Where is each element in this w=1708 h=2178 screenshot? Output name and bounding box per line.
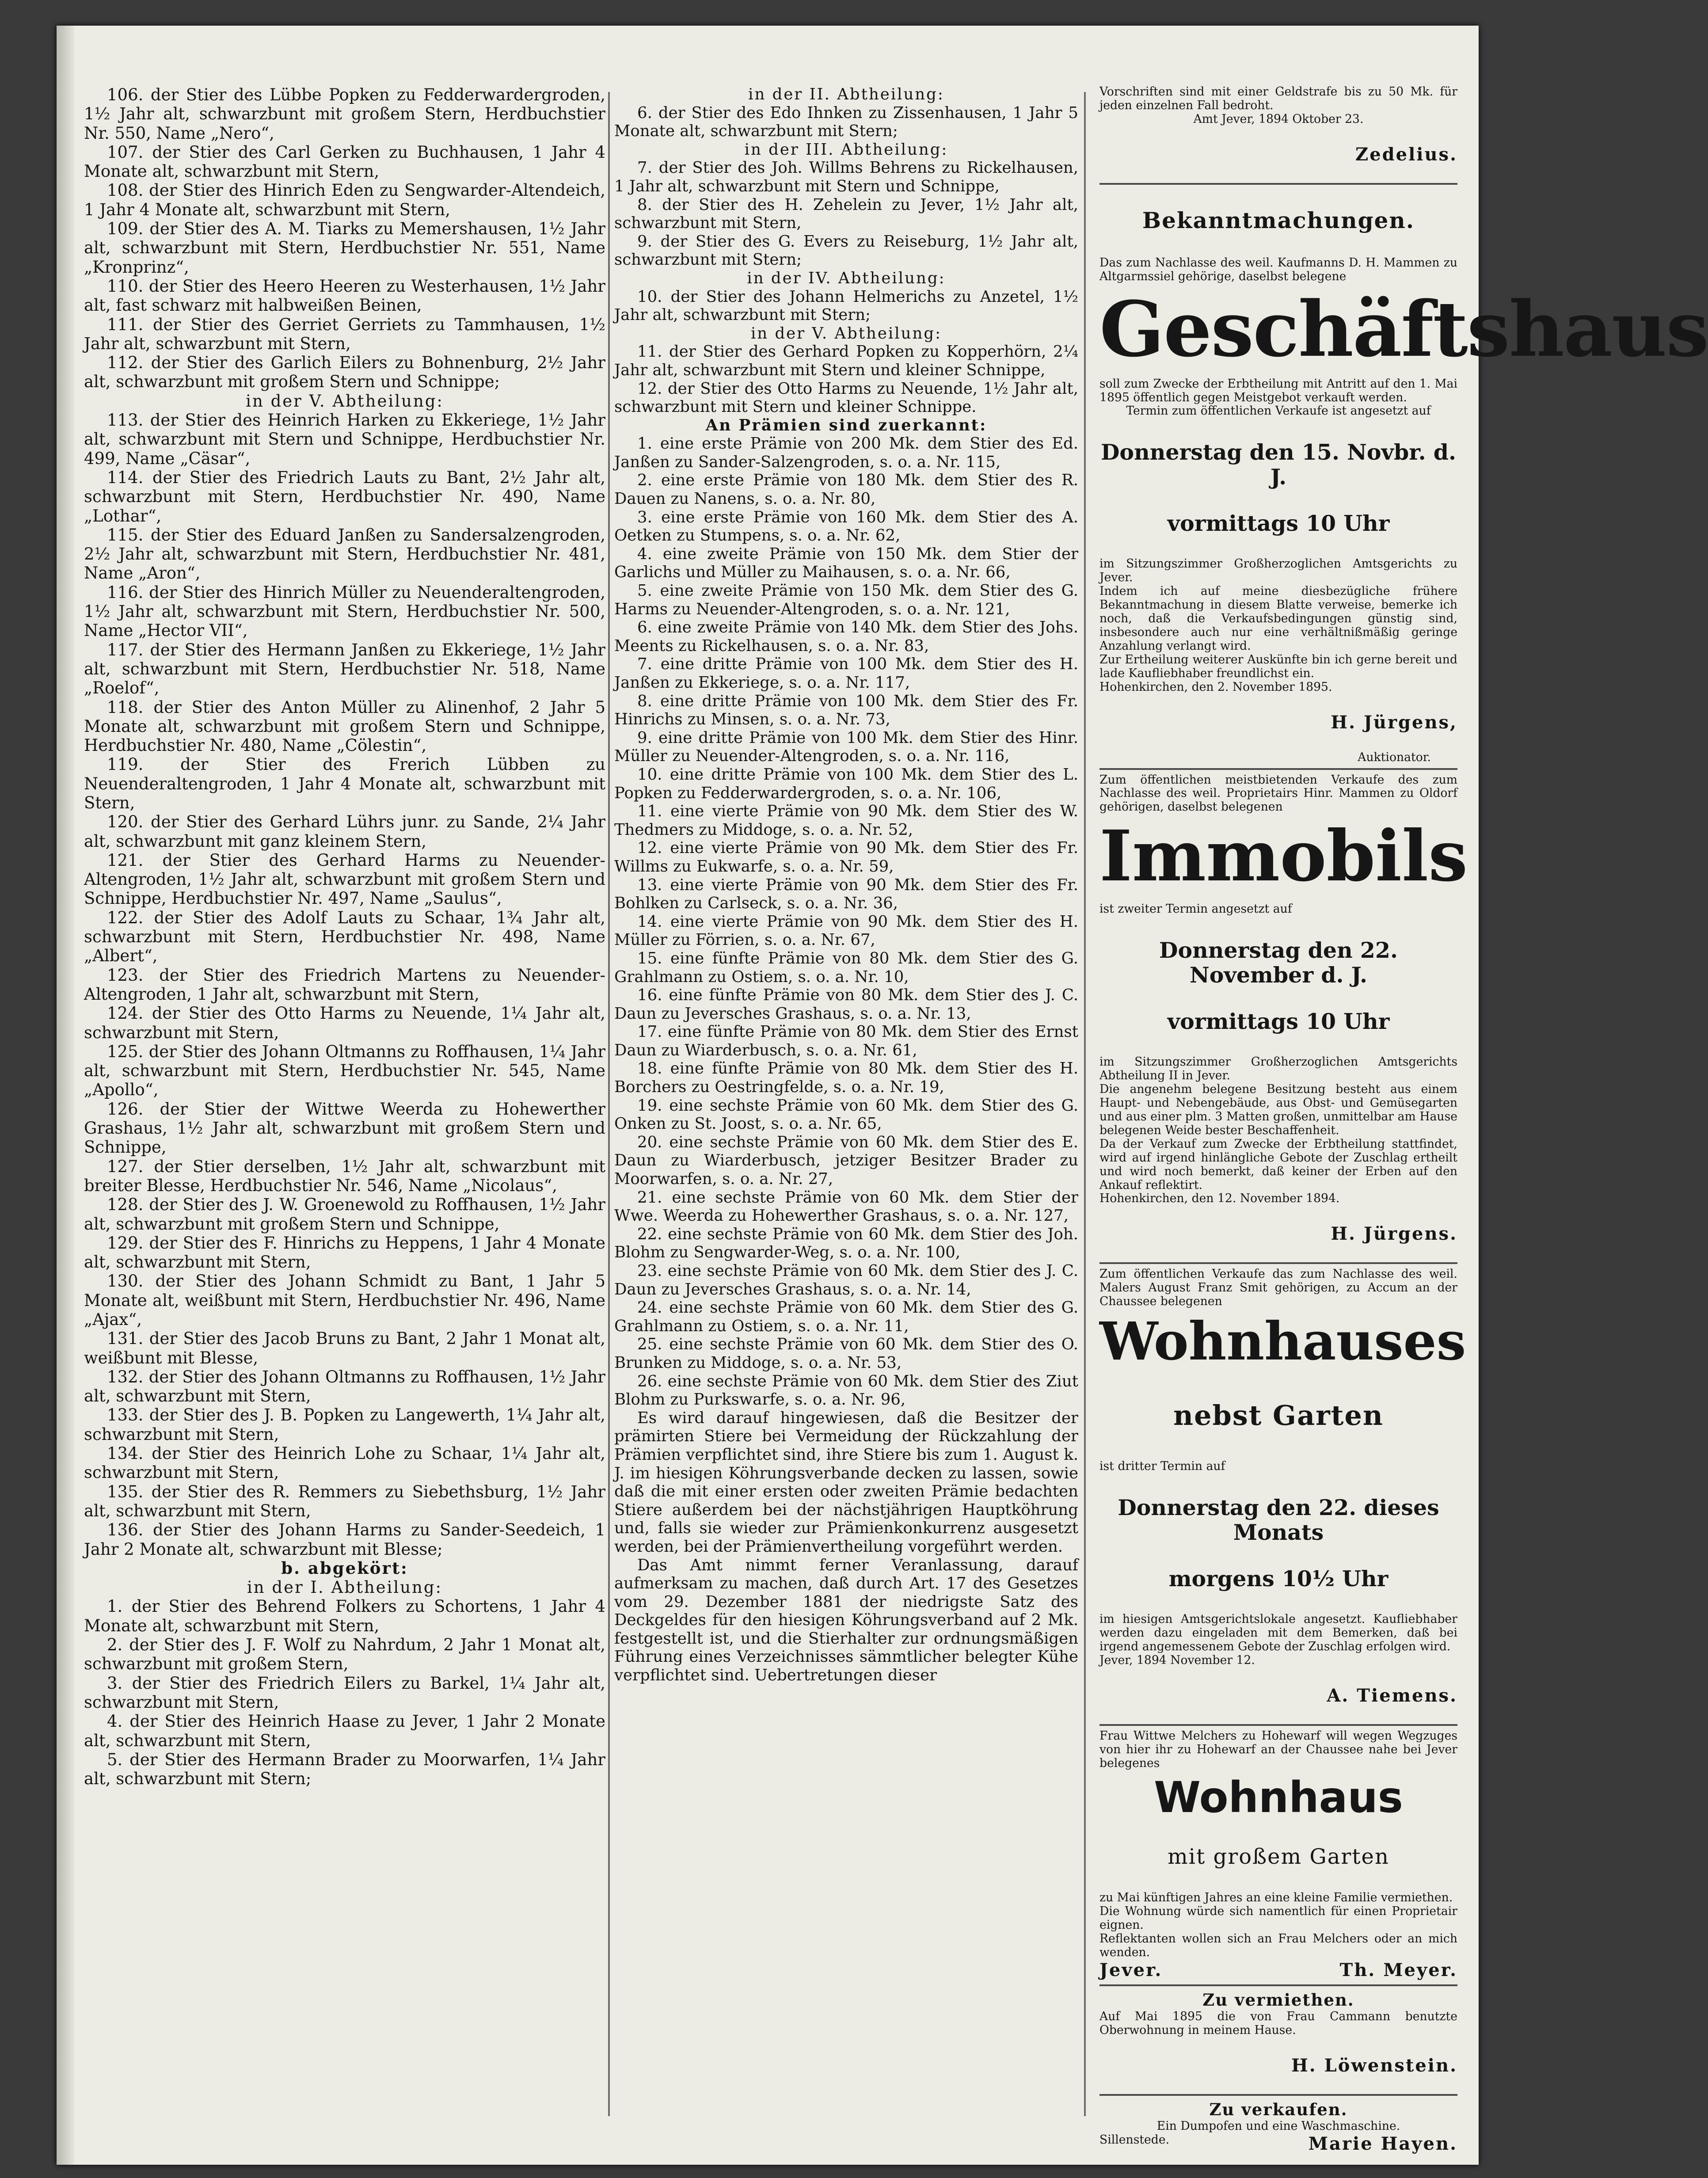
ad-body: Die Wohnung würde sich namentlich für einen Proprietair eignen.	[1099, 1904, 1457, 1932]
ad-body: Indem ich auf meine diesbezügliche frühere Bekanntmachung in diesem Blatte verweise, bemerke ich noch, daß die Verkaufsbedingungen günstig sind, insbesondere auch nur eine verhältnißmäßig geringe Anzahlung verlangt wird.	[1099, 584, 1457, 653]
list-item: 6. der Stier des Edo Ihnken zu Zissenhausen, 1 Jahr 5 Monate alt, schwarzbunt mit Stern;	[614, 103, 1078, 141]
list-item: 3. der Stier des Friedrich Eilers zu Barkel, 1¼ Jahr alt, schwarzbunt mit Stern,	[84, 1673, 605, 1712]
column-right-ads	[1099, 85, 1708, 2155]
list-item: 8. der Stier des H. Zehelein zu Jever, 1½ Jahr alt, schwarzbunt mit Stern,	[614, 195, 1078, 232]
ad-body: Ein Dumpofen und eine Waschmaschine.	[1156, 2119, 1400, 2133]
ad-zu-vermiethen	[1099, 1990, 1457, 2076]
ad-zu-verkaufen	[1099, 2099, 1457, 2155]
ad-signature: H. Jürgens,	[1331, 712, 1457, 733]
list-item: 124. der Stier des Otto Harms zu Neuende, 1¼ Jahr alt, schwarzbunt mit Stern,	[84, 1004, 605, 1042]
list-item: 23. eine sechste Prämie von 60 Mk. dem Stier des J. C. Daun zu Jeversches Grashaus, s. o. a. Nr. 14,	[614, 1262, 1078, 1298]
ad-divider	[1099, 1262, 1457, 1264]
section-heading: Bekanntmachungen.	[1142, 207, 1415, 233]
ad-divider	[1099, 1724, 1457, 1726]
ad-divider	[1099, 768, 1457, 770]
list-item: 21. eine sechste Prämie von 60 Mk. dem Stier der Wwe. Weerda zu Hohewerther Grashaus, s. o. a. Nr. 127,	[614, 1188, 1078, 1225]
notice-signature: Zedelius.	[1355, 144, 1457, 165]
column-rule	[608, 92, 610, 2116]
list-item: 24. eine sechste Prämie von 60 Mk. dem Stier des G. Grahlmann zu Ostiem, s. o. a. Nr. 11,	[614, 1298, 1078, 1335]
ad-signature: Marie Hayen.	[1308, 2133, 1457, 2154]
list-item: 127. der Stier derselben, 1½ Jahr alt, schwarzbunt mit breiter Blesse, Herdbuchstier Nr. 546, Name „Nicolaus“,	[84, 1157, 605, 1195]
list-item: 125. der Stier des Johann Oltmanns zu Roffhausen, 1¼ Jahr alt, schwarzbunt mit Stern, Herdbuchstier Nr. 545, Name „Apollo“,	[84, 1042, 605, 1100]
section-heading: An Prämien sind zuerkannt:	[705, 416, 987, 434]
list-item: 128. der Stier des J. W. Groenewold zu Roffhausen, 1½ Jahr alt, schwarzbunt mit großem Stern und Schnippe,	[84, 1195, 605, 1234]
ad-place-date: Hohenkirchen, den 2. November 1895.	[1099, 680, 1332, 694]
list-item: 26. eine sechste Prämie von 60 Mk. dem Stier des Ziut Blohm zu Purkswarfe, s. o. a. Nr. 96,	[614, 1372, 1078, 1409]
list-item: 20. eine sechste Prämie von 60 Mk. dem Stier des E. Daun zu Wiarderbusch, jetziger Besitzer Brader zu Moorwarfen, s. o. a. Nr. 27,	[614, 1133, 1078, 1188]
list-item: 115. der Stier des Eduard Janßen zu Sandersalzengroden, 2½ Jahr alt, schwarzbunt mit Stern, Herdbuchstier Nr. 481, Name „Aron“,	[84, 525, 605, 583]
list-item: 5. eine zweite Prämie von 150 Mk. dem Stier des G. Harms zu Neuender-Altengroden, s. o. a. Nr. 121,	[614, 582, 1078, 618]
list-item: 1. eine erste Prämie von 200 Mk. dem Stier des Ed. Janßen zu Sander-Salzengroden, s. o. a. Nr. 115,	[614, 434, 1078, 471]
list-item: 117. der Stier des Hermann Janßen zu Ekkeriege, 1½ Jahr alt, schwarzbunt mit Stern, Herdbuchstier Nr. 518, Name „Roelof“,	[84, 640, 605, 698]
list-item: 22. eine sechste Prämie von 60 Mk. dem Stier des Joh. Blohm zu Sengwarder-Weg, s. o. a. Nr. 100,	[614, 1225, 1078, 1262]
section-heading: in der V. Abtheilung:	[246, 391, 444, 411]
ad-signature: Th. Meyer.	[1339, 1960, 1457, 1981]
ad-place: Sillenstede.	[1099, 2132, 1170, 2147]
ad-time: morgens 10½ Uhr	[1168, 1566, 1388, 1592]
notice-text: Vorschriften sind mit einer Geldstrafe bis zu 50 Mk. für jeden einzelnen Fall bedroht.	[1099, 85, 1457, 112]
list-item: 5. der Stier des Hermann Brader zu Moorwarfen, 1¼ Jahr alt, schwarzbunt mit Stern;	[84, 1750, 605, 1789]
ad-subheadline: mit großem Garten	[1168, 1844, 1389, 1870]
column-rule	[1084, 92, 1086, 2116]
ad-time: vormittags 10 Uhr	[1167, 1009, 1390, 1035]
list-item: 123. der Stier des Friedrich Martens zu Neuender-Altengroden, 1 Jahr alt, schwarzbunt mit Stern,	[84, 965, 605, 1004]
page-binding-shadow	[57, 26, 74, 2165]
list-item: 106. der Stier des Lübbe Popken zu Fedderwardergroden, 1½ Jahr alt, schwarzbunt mit großem Stern, Herdbuchstier Nr. 550, Name „Nero“,	[84, 85, 605, 143]
list-item: 18. eine fünfte Prämie von 80 Mk. dem Stier des H. Borchers zu Oestringfelde, s. o. a. Nr. 19,	[614, 1059, 1078, 1097]
list-item: 4. eine zweite Prämie von 150 Mk. dem Stier der Garlichs und Müller zu Maihausen, s. o. a. Nr. 66,	[614, 544, 1078, 582]
ad-body: Da der Verkauf zum Zwecke der Erbtheilung stattfindet, wird auf irgend hinlängliche Gebote der Zuschlag ertheilt und wird noch bemerkt, daß keiner der Erben auf den Ankauf reflektirt.	[1099, 1137, 1457, 1192]
ad-date: Donnerstag den 15. Novbr. d. J.	[1100, 439, 1457, 490]
ad-divider	[1099, 1984, 1457, 1986]
ad-headline: Immobils	[1099, 815, 1468, 898]
list-item: 120. der Stier des Gerhard Lührs junr. zu Sande, 2¼ Jahr alt, schwarzbunt mit ganz kleinem Stern,	[84, 812, 605, 851]
section-heading: in der V. Abtheilung:	[750, 324, 942, 343]
section-heading: in der II. Abtheilung:	[748, 85, 944, 103]
list-item: 17. eine fünfte Prämie von 80 Mk. dem Stier des Ernst Daun zu Wiarderbusch, s. o. a. Nr. 61,	[614, 1023, 1078, 1059]
list-item: 118. der Stier des Anton Müller zu Alinenhof, 2 Jahr 5 Monate alt, schwarzbunt mit großem Stern und Schnippe, Herdbuchstier Nr. 480, Name „Cölestin“,	[84, 697, 605, 755]
list-item: 6. eine zweite Prämie von 140 Mk. dem Stier des Johs. Meents zu Rickelhausen, s. o. a. Nr. 83,	[614, 618, 1078, 655]
list-item: 110. der Stier des Heero Heeren zu Westerhausen, 1½ Jahr alt, fast schwarz mit halbweißen Beinen,	[84, 276, 605, 315]
list-item: 134. der Stier des Heinrich Lohe zu Schaar, 1¼ Jahr alt, schwarzbunt mit Stern,	[84, 1444, 605, 1482]
ad-wohnhaus	[1099, 1729, 1457, 1981]
list-item: 131. der Stier des Jacob Bruns zu Bant, 2 Jahr 1 Monat alt, weißbunt mit Blesse,	[84, 1329, 605, 1367]
ad-immobils	[1099, 773, 1468, 1245]
ad-termin: ist dritter Termin auf	[1099, 1459, 1225, 1474]
ad-body: Die angenehm belegene Besitzung besteht aus einem Haupt- und Nebengebäude, aus Obst- und Gemüsegarten und aus einer plm. 3 Matten großen, unmittelbar am Hause belegenen Weide bester Beschaffenheit.	[1099, 1082, 1457, 1137]
ad-place: Jever.	[1099, 1960, 1163, 1981]
list-item: 16. eine fünfte Prämie von 80 Mk. dem Stier des J. C. Daun zu Jeversches Grashaus, s. o. a. Nr. 13,	[614, 986, 1078, 1023]
ad-body: im hiesigen Amtsgerichtslokale angesetzt. Kaufliebhaber werden dazu eingeladen mit dem Bemerken, daß bei irgend angemessenem Gebote der Zuschlag erfolgen wird.	[1099, 1612, 1457, 1653]
ad-geschaeftshaus	[1099, 207, 1708, 765]
ad-date: Donnerstag den 22. dieses Monats	[1118, 1495, 1439, 1546]
list-item: 10. eine dritte Prämie von 100 Mk. dem Stier des L. Popken zu Fedderwardergroden, s. o. a. Nr. 106,	[614, 765, 1078, 802]
ad-divider	[1099, 2094, 1457, 2096]
ad-subheadline: nebst Garten	[1173, 1399, 1384, 1432]
list-item: 136. der Stier des Johann Harms zu Sander-Seedeich, 1 Jahr 2 Monate alt, schwarzbunt mit Blesse;	[84, 1520, 605, 1559]
list-item: 9. eine dritte Prämie von 100 Mk. dem Stier des Hinr. Müller zu Neuender-Altengroden, s. o. a. Nr. 116,	[614, 728, 1078, 765]
list-item: 113. der Stier des Heinrich Harken zu Ekkeriege, 1½ Jahr alt, schwarzbunt mit Stern und Schnippe, Herdbuchstier Nr. 499, Name „Cäsar“,	[84, 411, 605, 468]
ad-intro: Frau Wittwe Melchers zu Hohewarf will wegen Wegzuges von hier ihr zu Hohewarf an der Chaussee nahe bei Jever belegenes	[1099, 1729, 1457, 1770]
list-item: 1. der Stier des Behrend Folkers zu Schortens, 1 Jahr 4 Monate alt, schwarzbunt mit Stern,	[84, 1597, 605, 1635]
list-item: 19. eine sechste Prämie von 60 Mk. dem Stier des G. Onken zu St. Joost, s. o. a. Nr. 65,	[614, 1096, 1078, 1133]
notice-date: Amt Jever, 1894 Oktober 23.	[1193, 112, 1364, 126]
list-item: 135. der Stier des R. Remmers zu Siebethsburg, 1½ Jahr alt, schwarzbunt mit Stern,	[84, 1482, 605, 1520]
ad-wohnhauses	[1099, 1267, 1466, 1706]
list-item: 14. eine vierte Prämie von 90 Mk. dem Stier des H. Müller zu Förrien, s. o. a. Nr. 67,	[614, 912, 1078, 949]
list-item: 8. eine dritte Prämie von 100 Mk. dem Stier des Fr. Hinrichs zu Minsen, s. o. a. Nr. 73,	[614, 692, 1078, 729]
ad-headline: Wohnhauses	[1099, 1310, 1466, 1372]
ad-intro: Zum öffentlichen Verkaufe das zum Nachlasse des weil. Malers August Franz Smit gehörigen, zu Accum an der Chaussee belegenen	[1099, 1267, 1457, 1309]
list-item: 129. der Stier des F. Hinrichs zu Heppens, 1 Jahr 4 Monate alt, schwarzbunt mit Stern,	[84, 1233, 605, 1272]
ad-body: soll zum Zwecke der Erbtheilung mit Antritt auf den 1. Mai 1895 öffentlich gegen Meistgebot verkauft werden.	[1099, 377, 1457, 404]
list-item: 130. der Stier des Johann Schmidt zu Bant, 1 Jahr 5 Monate alt, weißbunt mit Stern, Herdbuchstier Nr. 496, Name „Ajax“,	[84, 1272, 605, 1329]
ad-date: Donnerstag den 22. November d. J.	[1159, 937, 1398, 988]
ad-body: Reflektanten wollen sich an Frau Melchers oder an mich wenden.	[1099, 1932, 1457, 1960]
list-item: 12. der Stier des Otto Harms zu Neuende, 1½ Jahr alt, schwarzbunt mit Stern und kleiner Schnippe.	[614, 379, 1078, 416]
list-item: 9. der Stier des G. Evers zu Reiseburg, 1½ Jahr alt, schwarzbunt mit Stern;	[614, 232, 1078, 269]
ad-time: vormittags 10 Uhr	[1167, 510, 1390, 537]
ad-body: im Sitzungszimmer Großherzoglichen Amtsgerichts Abtheilung II in Jever.	[1099, 1055, 1457, 1083]
ad-body: Auf Mai 1895 die von Frau Cammann benutzte Oberwohnung in meinem Hause.	[1099, 2010, 1457, 2037]
ad-intro: Zum öffentlichen meistbietenden Verkaufe des zum Nachlasse des weil. Proprietairs Hinr. Mammen zu Oldorf gehörigen, daselbst belegenen	[1099, 773, 1457, 814]
list-item: 126. der Stier der Wittwe Weerda zu Hohewerther Grashaus, 1½ Jahr alt, schwarzbunt mit großem Stern und Schnippe,	[84, 1099, 605, 1157]
column-middle	[614, 85, 1078, 1685]
section-heading: in der IV. Abtheilung:	[747, 269, 946, 287]
ad-headline: Geschäftshaus	[1099, 284, 1708, 374]
ad-body: Zur Ertheilung weiterer Auskünfte bin ich gerne bereit und lade Kaufliebhaber freundlichst ein.	[1099, 652, 1457, 680]
newspaper-page	[57, 26, 1708, 2165]
list-item: 122. der Stier des Adolf Lauts zu Schaar, 1¾ Jahr alt, schwarzbunt mit Stern, Herdbuchstier Nr. 498, Name „Albert“,	[84, 908, 605, 966]
list-item: 2. eine erste Prämie von 180 Mk. dem Stier des R. Dauen zu Nanens, s. o. a. Nr. 80,	[614, 471, 1078, 508]
list-item: 25. eine sechste Prämie von 60 Mk. dem Stier des O. Brunken zu Middoge, s. o. a. Nr. 53,	[614, 1335, 1078, 1372]
ad-body: im Sitzungszimmer Großherzoglichen Amtsgerichts zu Jever.	[1099, 557, 1457, 585]
list-item: 11. der Stier des Gerhard Popken zu Kopperhörn, 2¼ Jahr alt, schwarzbunt mit Stern und kleiner Schnippe,	[614, 343, 1078, 379]
ad-heading: Zu vermiethen.	[1202, 1990, 1354, 2010]
list-item: 2. der Stier des J. F. Wolf zu Nahrdum, 2 Jahr 1 Monat alt, schwarzbunt mit großem Stern,	[84, 1635, 605, 1674]
list-item: 7. der Stier des Joh. Willms Behrens zu Rickelhausen, 1 Jahr alt, schwarzbunt mit Stern und Schnippe,	[614, 159, 1078, 195]
ad-footer	[1099, 2133, 1457, 2155]
list-item: 114. der Stier des Friedrich Lauts zu Bant, 2½ Jahr alt, schwarzbunt mit Stern, Herdbuchstier Nr. 490, Name „Lothar“,	[84, 468, 605, 525]
list-item: 107. der Stier des Carl Gerken zu Buchhausen, 1 Jahr 4 Monate alt, schwarzbunt mit Stern,	[84, 142, 605, 181]
ad-headline: Wohnhaus	[1154, 1773, 1403, 1823]
section-heading: in der I. Abtheilung:	[247, 1578, 443, 1597]
list-item: 108. der Stier des Hinrich Eden zu Sengwarder-Altendeich, 1 Jahr 4 Monate alt, schwarzbunt mit Stern,	[84, 181, 605, 219]
ad-body: zu Mai künftigen Jahres an eine kleine Familie vermiethen.	[1099, 1891, 1453, 1905]
list-item: 10. der Stier des Johann Helmerichs zu Anzetel, 1½ Jahr alt, schwarzbunt mit Stern;	[614, 287, 1078, 324]
list-item: 13. eine vierte Prämie von 90 Mk. dem Stier des Fr. Bohlken zu Carlseck, s. o. a. Nr. 36,	[614, 876, 1078, 913]
ad-place-date: Hohenkirchen, den 12. November 1894.	[1099, 1192, 1340, 1206]
list-item: 112. der Stier des Garlich Eilers zu Bohnenburg, 2½ Jahr alt, schwarzbunt mit großem Stern und Schnippe;	[84, 353, 605, 392]
ad-termin: ist zweiter Termin angesetzt auf	[1099, 902, 1292, 916]
ad-termin: Termin zum öffentlichen Verkaufe ist angesetzt auf	[1126, 404, 1431, 418]
notice-end-official	[1099, 85, 1457, 165]
list-item: 11. eine vierte Prämie von 90 Mk. dem Stier des W. Thedmers zu Middoge, s. o. a. Nr. 52,	[614, 802, 1078, 839]
list-item: Das Amt nimmt ferner Veranlassung, darauf aufmerksam zu machen, daß durch Art. 17 des Gesetzes vom 29. Dezember 1881 der niedrigste Satz des Deckgeldes für den hiesigen Köhrungsverband auf 2 Mk. festgestellt ist, und die Stierhalter zur ordnungsmäßigen Führung eines Verzeichnisses sämmtlicher belegter Kühe verpflichtet sind. Uebertretungen dieser	[614, 1556, 1078, 1685]
list-item: 15. eine fünfte Prämie von 80 Mk. dem Stier des G. Grahlmann zu Ostiem, s. o. a. Nr. 10,	[614, 949, 1078, 986]
list-item: 119. der Stier des Frerich Lübben zu Neuenderaltengroden, 1 Jahr 4 Monate alt, schwarzbunt mit Stern,	[84, 755, 605, 812]
list-item: 133. der Stier des J. B. Popken zu Langewerth, 1¼ Jahr alt, schwarzbunt mit Stern,	[84, 1405, 605, 1444]
ad-intro: Das zum Nachlasse des weil. Kaufmanns D. H. Mammen zu Altgarmssiel gehörige, daselbst belegene	[1099, 255, 1457, 283]
ad-footer	[1099, 1960, 1457, 1981]
ad-heading: Zu verkaufen.	[1209, 2099, 1348, 2119]
column-left	[84, 85, 605, 1788]
ad-signature-role: Auktionator.	[1358, 750, 1431, 764]
list-item: 7. eine dritte Prämie von 100 Mk. dem Stier des H. Janßen zu Ekkeriege, s. o. a. Nr. 117,	[614, 655, 1078, 692]
list-item: 3. eine erste Prämie von 160 Mk. dem Stier des A. Oetken zu Stumpens, s. o. a. Nr. 62,	[614, 508, 1078, 545]
list-item: 132. der Stier des Johann Oltmanns zu Roffhausen, 1½ Jahr alt, schwarzbunt mit Stern,	[84, 1367, 605, 1406]
ad-place-date: Jever, 1894 November 12.	[1099, 1653, 1255, 1667]
list-item: 12. eine vierte Prämie von 90 Mk. dem Stier des Fr. Willms zu Eukwarfe, s. o. a. Nr. 59,	[614, 839, 1078, 876]
ad-signature: A. Tiemens.	[1327, 1685, 1457, 1706]
list-item: 111. der Stier des Gerriet Gerriets zu Tammhausen, 1½ Jahr alt, schwarzbunt mit Stern,	[84, 315, 605, 353]
list-item: 109. der Stier des A. M. Tiarks zu Memershausen, 1½ Jahr alt, schwarzbunt mit Stern, Herdbuchstier Nr. 551, Name „Kronprinz“,	[84, 219, 605, 277]
section-heading: b. abgekört:	[281, 1558, 408, 1578]
ad-signature: H. Jürgens.	[1331, 1223, 1457, 1245]
list-item: 4. der Stier des Heinrich Haase zu Jever, 1 Jahr 2 Monate alt, schwarzbunt mit Stern,	[84, 1712, 605, 1750]
list-item: Es wird darauf hingewiesen, daß die Besitzer der prämirten Stiere bei Vermeidung der Rückzahlung der Prämien verpflichtet sind, ihre Stiere bis zum 1. August k. J. im hiesigen Köhrungsverbande decken zu lassen, sowie daß die mit einer ersten oder zweiten Prämie bedachten Stiere außerdem bei der nächstjährigen Hauptköhrung und, falls sie wieder zur Prämienkonkurrenz ausgesetzt werden, bei der Prämienvertheilung vorgeführt werden.	[614, 1409, 1078, 1556]
ad-signature: H. Löwenstein.	[1291, 2055, 1457, 2076]
ad-divider	[1099, 183, 1457, 185]
section-heading: in der III. Abtheilung:	[744, 140, 948, 159]
list-item: 116. der Stier des Hinrich Müller zu Neuenderaltengroden, 1½ Jahr alt, schwarzbunt mit Stern, Herdbuchstier Nr. 500, Name „Hector VII“,	[84, 583, 605, 640]
list-item: 121. der Stier des Gerhard Harms zu Neuender-Altengroden, 1½ Jahr alt, schwarzbunt mit großem Stern und Schnippe, Herdbuchstier Nr. 497, Name „Saulus“,	[84, 850, 605, 908]
